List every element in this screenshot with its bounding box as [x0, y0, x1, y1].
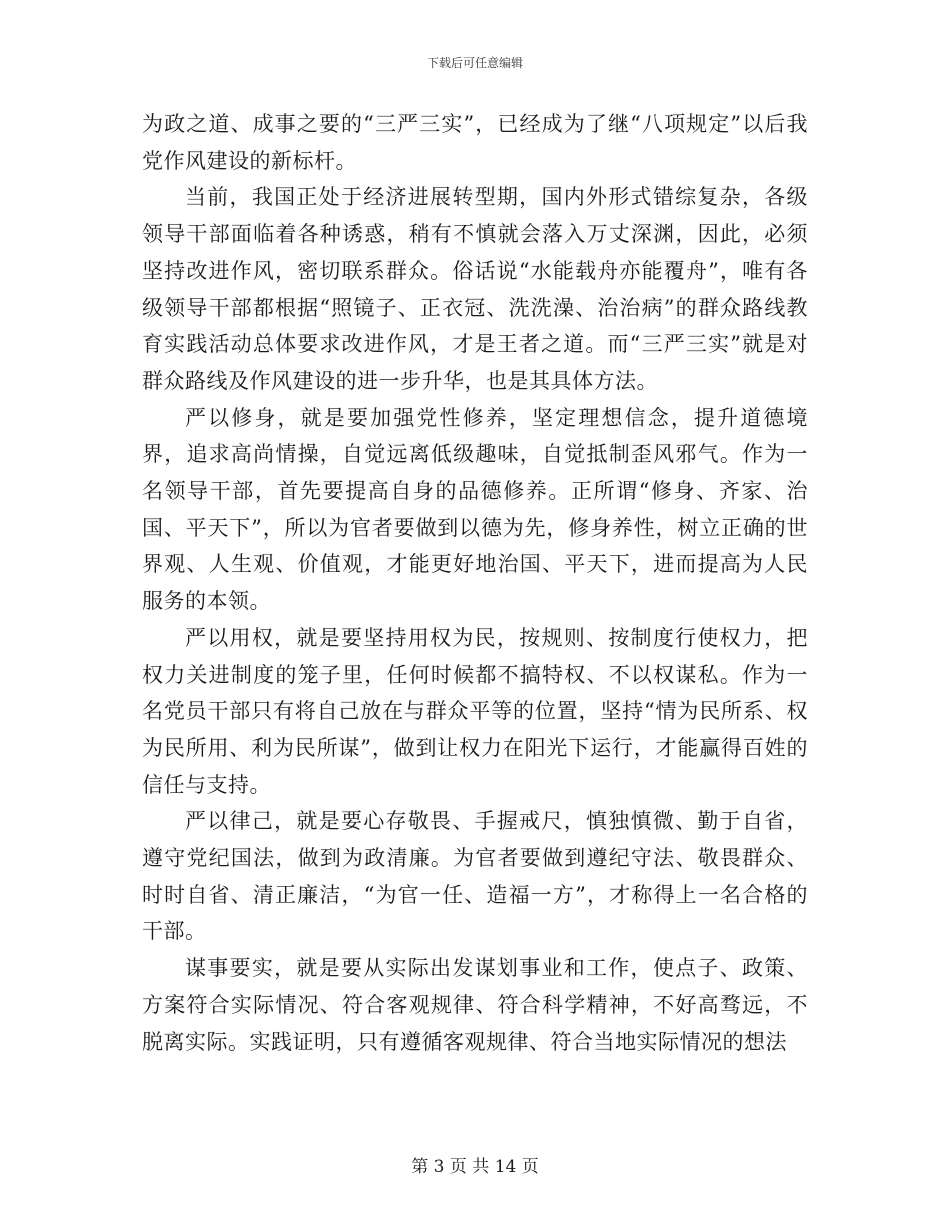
paragraph-use-of-power: 严以用权，就是要坚持用权为民，按规则、按制度行使权力，把权力关进制度的笼子里，任何时候都不搞特权、不以权谋私。作为一名党员干部只有将自己放在与群众平等的位置，坚持“情为民所系、权为民所用、利为民所谋”，做到让权力在阳光下运行，才能赢得百姓的信任与支持。 — [142, 625, 808, 797]
paragraph-self-discipline: 严以律己，就是要心存敬畏、手握戒尺，慎独慎微、勤于自省，遵守党纪国法，做到为政清廉。为官者要做到遵纪守法、敬畏群众、时时自省、清正廉洁，“为官一任、造福一方”，才称得上一名合格的干部。 — [142, 809, 808, 944]
paragraph-current-situation: 当前，我国正处于经济进展转型期，国内外形式错综复杂，各级领导干部面临着各种诱惑，稍有不慎就会落入万丈深渊，因此，必须坚持改进作风，密切联系群众。俗话说“水能载舟亦能覆舟”，唯有各级领导干部都根据“照镜子、正衣冠、洗洗澡、治治病”的群众路线教育实践活动总体要求改进作风，才是王者之道。而“三严三实”就是对群众路线及作风建设的进一步升华，也是其具体方法。 — [142, 185, 808, 393]
page-header-note: 下载后可任意编辑 — [426, 56, 523, 70]
document-body — [142, 106, 808, 1060]
paragraph-intro: 为政之道、成事之要的“三严三实”，已经成为了继“八项规定”以后我党作风建设的新标杆。 — [142, 112, 808, 173]
paragraph-practical-planning: 谋事要实，就是要从实际出发谋划事业和工作，使点子、政策、方案符合实际情况、符合客观规律、符合科学精神，不好高骛远，不脱离实际。实践证明，只有遵循客观规律、符合当地实际情况的想法 — [142, 956, 808, 1054]
paragraph-self-cultivation: 严以修身，就是要加强党性修养，坚定理想信念，提升道德境界，追求高尚情操，自觉远离低级趣味，自觉抵制歪风邪气。作为一名领导干部，首先要提高自身的品德修养。正所谓“修身、齐家、治国、平天下”，所以为官者要做到以德为先，修身养性，树立正确的世界观、人生观、价值观，才能更好地治国、平天下，进而提高为人民服务的本领。 — [142, 405, 808, 614]
page-footer-indicator: 第 3 页 共 14 页 — [411, 1157, 539, 1177]
